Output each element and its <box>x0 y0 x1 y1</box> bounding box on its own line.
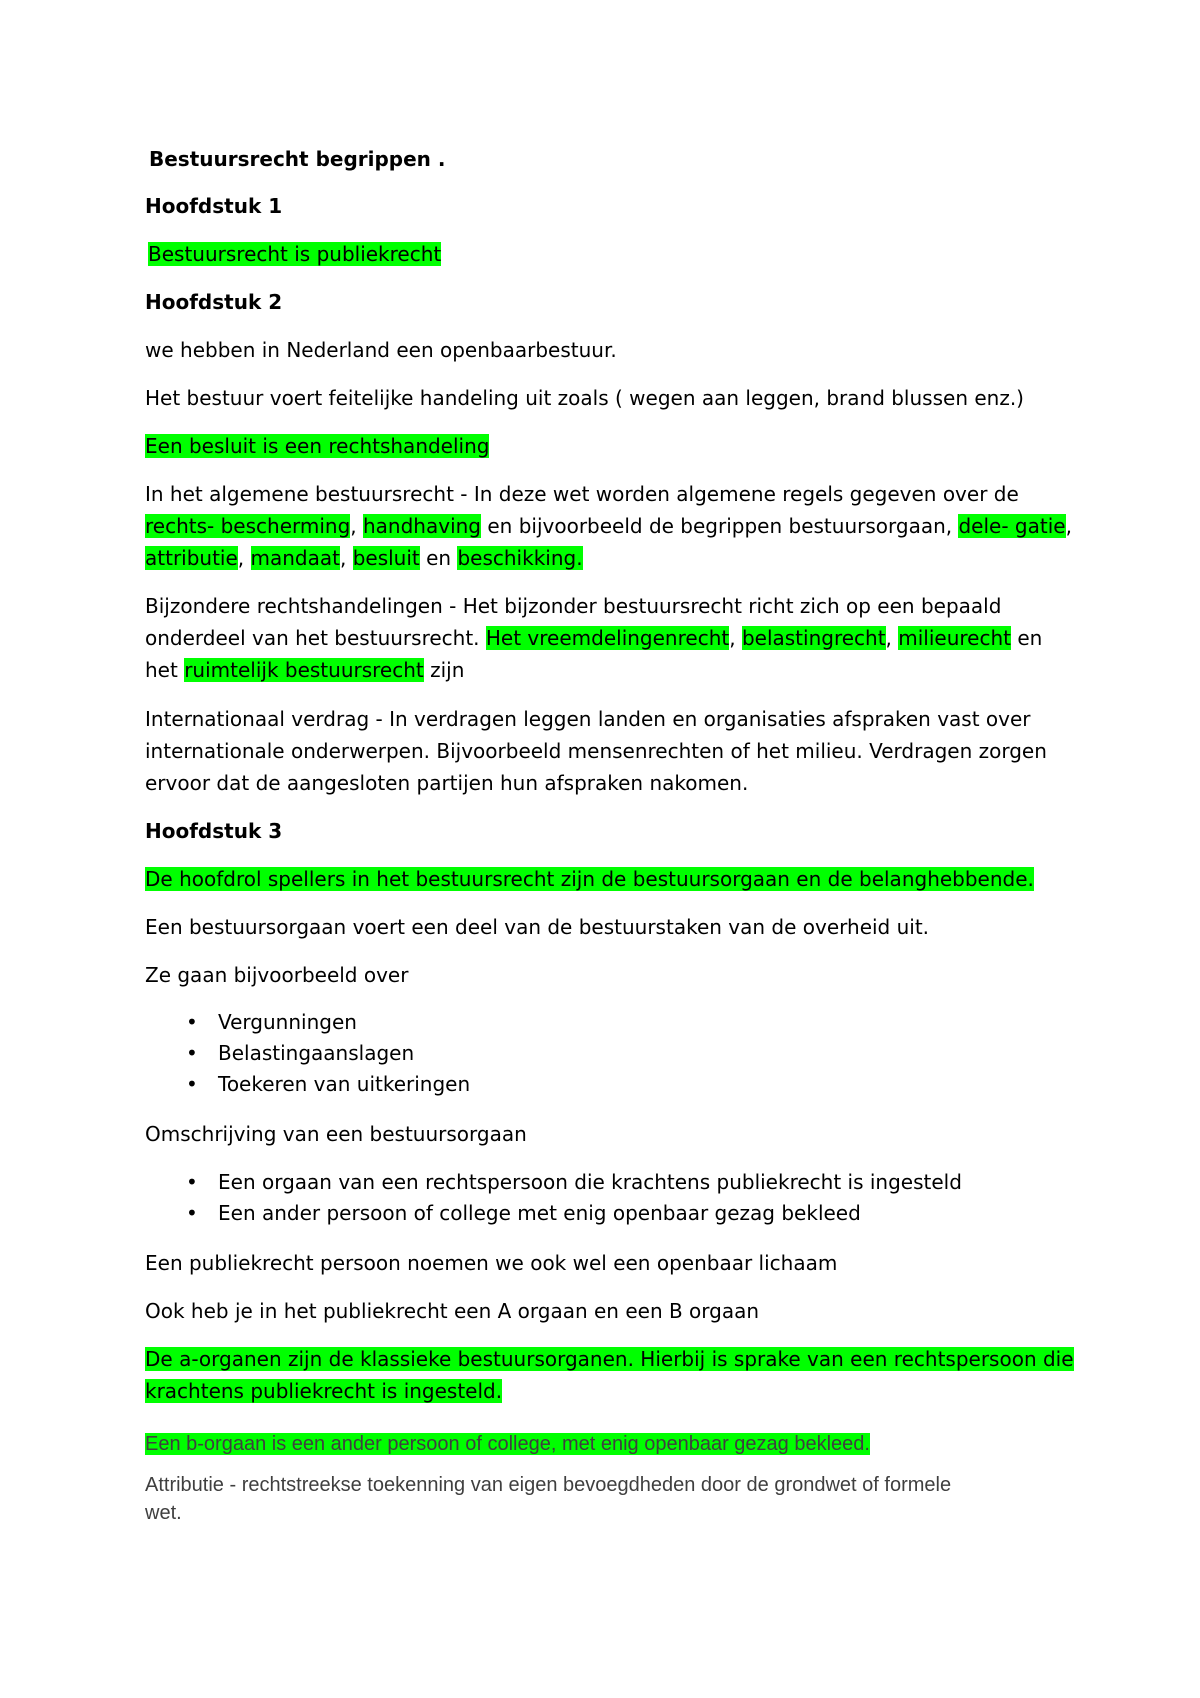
paragraph-bijzonder-bestuursrecht <box>145 590 1075 686</box>
paragraph-openbaar-lichaam: Een publiekrecht persoon noemen we ook wel een openbaar lichaam <box>145 1251 838 1275</box>
bullet-icon: • <box>186 1010 198 1034</box>
paragraph-a-en-b-orgaan: Ook heb je in het publiekrecht een A orgaan en een B orgaan <box>145 1299 760 1323</box>
paragraph-feitelijke-handeling: Het bestuur voert feitelijke handeling uit zoals ( wegen aan leggen, brand blussen enz.) <box>145 386 1024 410</box>
list-item-text: Belastingaanslagen <box>218 1041 415 1065</box>
bullet-icon: • <box>186 1041 198 1065</box>
paragraph-bestuursorgaan: Een bestuursorgaan voert een deel van de bestuurstaken van de overheid uit. <box>145 915 930 939</box>
list-item <box>145 1198 962 1229</box>
text-span: In het algemene bestuursrecht - In deze wet worden algemene regels gegeven over de <box>145 482 1019 506</box>
bullet-list-omschrijving <box>145 1167 962 1229</box>
list-item-text: Vergunningen <box>218 1010 357 1034</box>
highlight-belastingrecht: belastingrecht <box>741 626 886 650</box>
highlight-milieurecht: milieurecht <box>898 626 1011 650</box>
paragraph-besluit <box>145 430 1075 462</box>
paragraph-openbaar-bestuur: we hebben in Nederland een openbaarbestuur. <box>145 338 617 362</box>
highlight-rechtsbescherming: rechts- bescherming <box>145 514 351 538</box>
list-item <box>145 1007 470 1038</box>
highlighted-text: De hoofdrol spellers in het bestuursrecht zijn de bestuursorgaan en de belanghebbende. <box>145 867 1034 891</box>
highlight-handhaving: handhaving <box>363 514 481 538</box>
heading-hoofdstuk-1: Hoofdstuk 1 <box>145 194 283 218</box>
list-item <box>145 1069 470 1100</box>
list-item <box>145 1167 962 1198</box>
text-span: , <box>729 626 742 650</box>
heading-hoofdstuk-3: Hoofdstuk 3 <box>145 819 283 843</box>
paragraph-b-orgaan <box>145 1428 1075 1460</box>
highlight-publiekrecht <box>148 238 1078 270</box>
text-span: , <box>885 626 899 650</box>
highlight-delegatie: dele- gatie <box>958 514 1066 538</box>
bullet-icon: • <box>186 1072 198 1096</box>
heading-hoofdstuk-2: Hoofdstuk 2 <box>145 290 283 314</box>
highlight-mandaat: mandaat <box>250 546 340 570</box>
text-span: , <box>339 546 353 570</box>
bullet-icon: • <box>186 1170 198 1194</box>
list-item-text: Toekeren van uitkeringen <box>218 1072 471 1096</box>
paragraph-attributie-line-1: Attributie - rechtstreekse toekenning van eigen bevoegdheden door de grondwet of formele <box>145 1474 952 1496</box>
highlighted-text: De a-organen zijn de klassieke bestuursorganen. Hierbij is sprake van een rechtspersoon die <box>145 1347 1074 1371</box>
list-item-text: Een orgaan van een rechtspersoon die krachtens publiekrecht is ingesteld <box>218 1170 962 1194</box>
highlighted-text: krachtens publiekrecht is ingesteld. <box>145 1379 503 1403</box>
bullet-list-besluiten <box>145 1007 470 1100</box>
highlight-beschikking: beschikking. <box>457 546 583 570</box>
highlight-besluit: besluit <box>352 546 420 570</box>
bullet-icon: • <box>186 1201 198 1225</box>
highlighted-text: Een besluit is een rechtshandeling <box>145 434 490 458</box>
highlight-vreemdelingenrecht: Het vreemdelingenrecht <box>485 626 730 650</box>
list-item <box>145 1038 470 1069</box>
text-span: zijn <box>423 658 465 682</box>
highlight-attributie: attributie <box>145 546 238 570</box>
text-span: en <box>419 546 458 570</box>
text-span: en bijvoorbeeld de begrippen bestuursorgaan, <box>481 514 959 538</box>
text-span: en het <box>145 626 1043 682</box>
list-item-text: Een ander persoon of college met enig openbaar gezag bekleed <box>218 1201 861 1225</box>
paragraph-omschrijving: Omschrijving van een bestuursorgaan <box>145 1122 527 1146</box>
paragraph-hoofdrolspelers <box>145 863 1075 895</box>
document-title: Bestuursrecht begrippen . <box>149 147 446 171</box>
paragraph-ze-gaan-over: Ze gaan bijvoorbeeld over <box>145 963 409 987</box>
paragraph-attributie-line-2: wet. <box>145 1502 182 1524</box>
paragraph-a-organen-line-2 <box>145 1375 1075 1407</box>
paragraph-internationaal-verdrag: Internationaal verdrag - In verdragen leggen landen en organisaties afspraken vast over internationale onderwerpen. Bijvoorbeeld mensenrechten of het milieu. Verdragen zorgen ervoor dat de aangesloten partijen hun afspraken nakomen. <box>145 707 1047 795</box>
paragraph-a-organen-line-1 <box>145 1343 1075 1375</box>
highlighted-text: Een b-orgaan is een ander persoon of college, met enig openbaar gezag bekleed. <box>145 1433 870 1455</box>
text-span: , <box>350 514 363 538</box>
text-span: , <box>237 546 251 570</box>
highlighted-text: Bestuursrecht is publiekrecht <box>148 242 442 266</box>
text-span: Bijzondere rechtshandelingen - Het bijzonder bestuursrecht richt zich op een bepaald onderdeel van het bestuursrecht. <box>145 594 1002 650</box>
paragraph-algemeen-bestuursrecht <box>145 478 1075 574</box>
text-span: , <box>1065 514 1072 538</box>
highlight-ruimtelijk-bestuursrecht: ruimtelijk bestuursrecht <box>184 658 424 682</box>
